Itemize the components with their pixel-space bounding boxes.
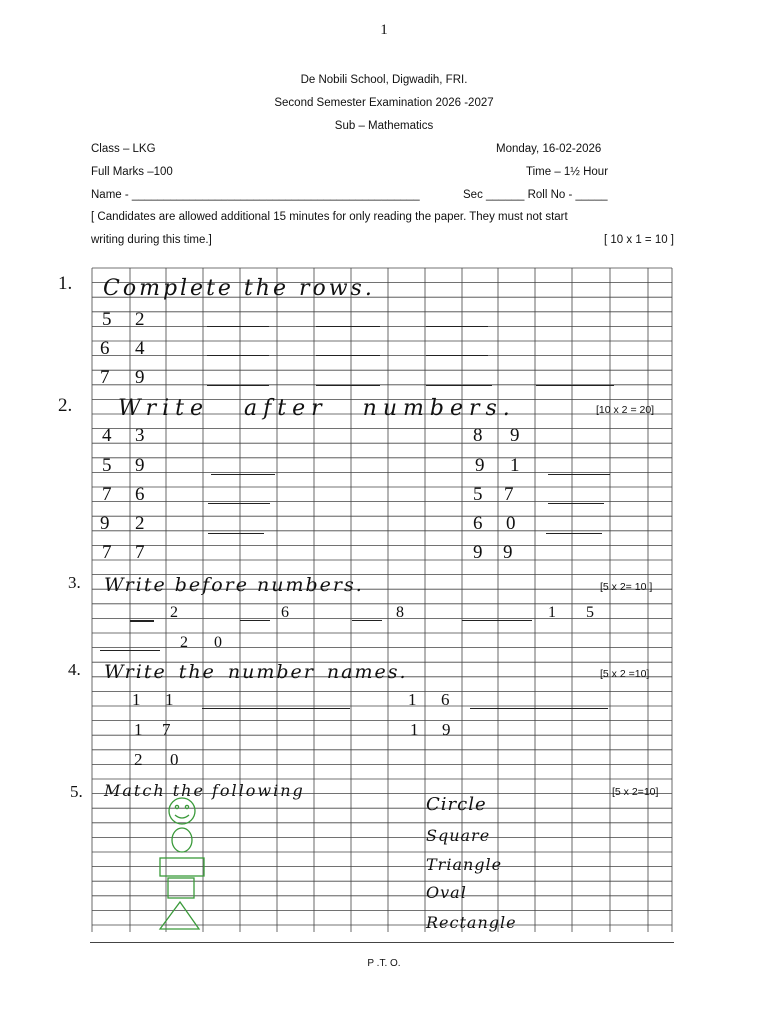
exam-time: Time – 1½ Hour: [526, 166, 609, 178]
q4-digit: 1: [408, 690, 417, 709]
q2-title: Write after numbers.: [118, 396, 516, 421]
match-word: Oval: [426, 883, 467, 902]
q4-digit: 6: [441, 690, 450, 709]
q2-number: 2.: [58, 395, 73, 416]
q2-digit: 9: [510, 425, 520, 446]
q2-digit: 0: [506, 513, 516, 534]
q3-digit: 5: [586, 604, 594, 621]
q1-digit: 5: [102, 309, 112, 330]
q5-marks: [5 x 2=10]: [612, 786, 659, 798]
subject: Sub – Mathematics: [334, 120, 434, 132]
rectangle-icon: [160, 858, 204, 876]
sec-roll-field: Sec ______ Roll No - _____: [463, 189, 608, 201]
instruction-line-2: writing during this time.]: [91, 234, 212, 246]
q2-digit: 7: [102, 542, 112, 563]
q3-title: Write before numbers.: [104, 574, 364, 596]
q2-digit: 5: [473, 484, 483, 505]
q2-digit: 5: [102, 455, 112, 476]
match-word: Square: [426, 826, 491, 845]
match-word: Circle: [426, 794, 487, 815]
instruction-line-1: [ Candidates are allowed additional 15 minutes for only reading the paper. They must not start: [91, 211, 568, 223]
q4-digit: 1: [134, 720, 143, 739]
q3-digit: 6: [281, 604, 289, 621]
page-number: 1: [380, 22, 388, 38]
q4-digit: 9: [442, 720, 451, 739]
q4-digit: 1: [165, 690, 174, 709]
q3-marks: [5 x 2= 10 ]: [600, 581, 653, 593]
q5-title: Match the following: [104, 781, 305, 800]
q2-digit: 9: [473, 542, 483, 563]
q2-digit: 9: [100, 513, 110, 534]
q2-digit: 8: [473, 425, 483, 446]
q1-digit: 7: [100, 367, 110, 388]
q1-digit: 9: [135, 367, 145, 388]
square-icon: [168, 878, 194, 898]
q5-number: 5.: [70, 782, 83, 801]
q3-digit: 2: [170, 604, 178, 621]
exam-date: Monday, 16-02-2026: [496, 143, 602, 155]
q1-title: Complete the rows.: [103, 276, 375, 301]
q2-digit: 9: [135, 455, 145, 476]
oval-icon: [172, 828, 192, 852]
school-name: De Nobili School, Digwadih, FRI.: [300, 74, 468, 86]
smiley-face-icon: [169, 798, 195, 824]
q2-digit: 6: [135, 484, 145, 505]
full-marks: Full Marks –100: [91, 166, 173, 178]
q2-digit: 7: [135, 542, 145, 563]
q1-digit: 2: [135, 309, 145, 330]
q4-marks: [5 x 2 =10]: [600, 668, 650, 680]
q2-digit: 9: [503, 542, 513, 563]
exam-title: Second Semester Examination 2026 -2027: [274, 97, 494, 109]
class-label: Class – LKG: [91, 143, 156, 155]
match-word: Rectangle: [426, 913, 517, 932]
q3-digit: 1: [548, 604, 556, 621]
q1-number: 1.: [58, 273, 73, 294]
q1-marks: [ 10 x 1 = 10 ]: [604, 234, 675, 246]
q4-title: Write the number names.: [104, 661, 408, 683]
q2-digit: 4: [102, 425, 112, 446]
q2-digit: 7: [504, 484, 514, 505]
triangle-icon: [160, 902, 199, 929]
q4-digit: 1: [132, 690, 141, 709]
q1-digit: 6: [100, 338, 110, 359]
q2-digit: 2: [135, 513, 145, 534]
q4-number: 4.: [68, 660, 81, 679]
q4-digit: 7: [162, 720, 171, 739]
q2-digit: 7: [102, 484, 112, 505]
q2-digit: 3: [135, 425, 145, 446]
q1-digit: 4: [135, 338, 145, 359]
q2-digit: 6: [473, 513, 483, 534]
q2-digit: 9: [475, 455, 485, 476]
q4-digit: 0: [170, 750, 179, 769]
pto-label: P .T. O.: [367, 958, 401, 969]
q2-marks: [10 x 2 = 20]: [596, 404, 655, 416]
q3-number: 3.: [68, 573, 81, 592]
q3-digit: 8: [396, 604, 404, 621]
name-field: Name - _____________________________________________: [91, 189, 420, 201]
q3-digit: 2: [180, 634, 188, 651]
q3-digit: 0: [214, 634, 222, 651]
q4-digit: 2: [134, 750, 143, 769]
q2-digit: 1: [510, 455, 520, 476]
match-word: Triangle: [426, 855, 503, 874]
footer-rule: [90, 942, 674, 943]
q4-digit: 1: [410, 720, 419, 739]
